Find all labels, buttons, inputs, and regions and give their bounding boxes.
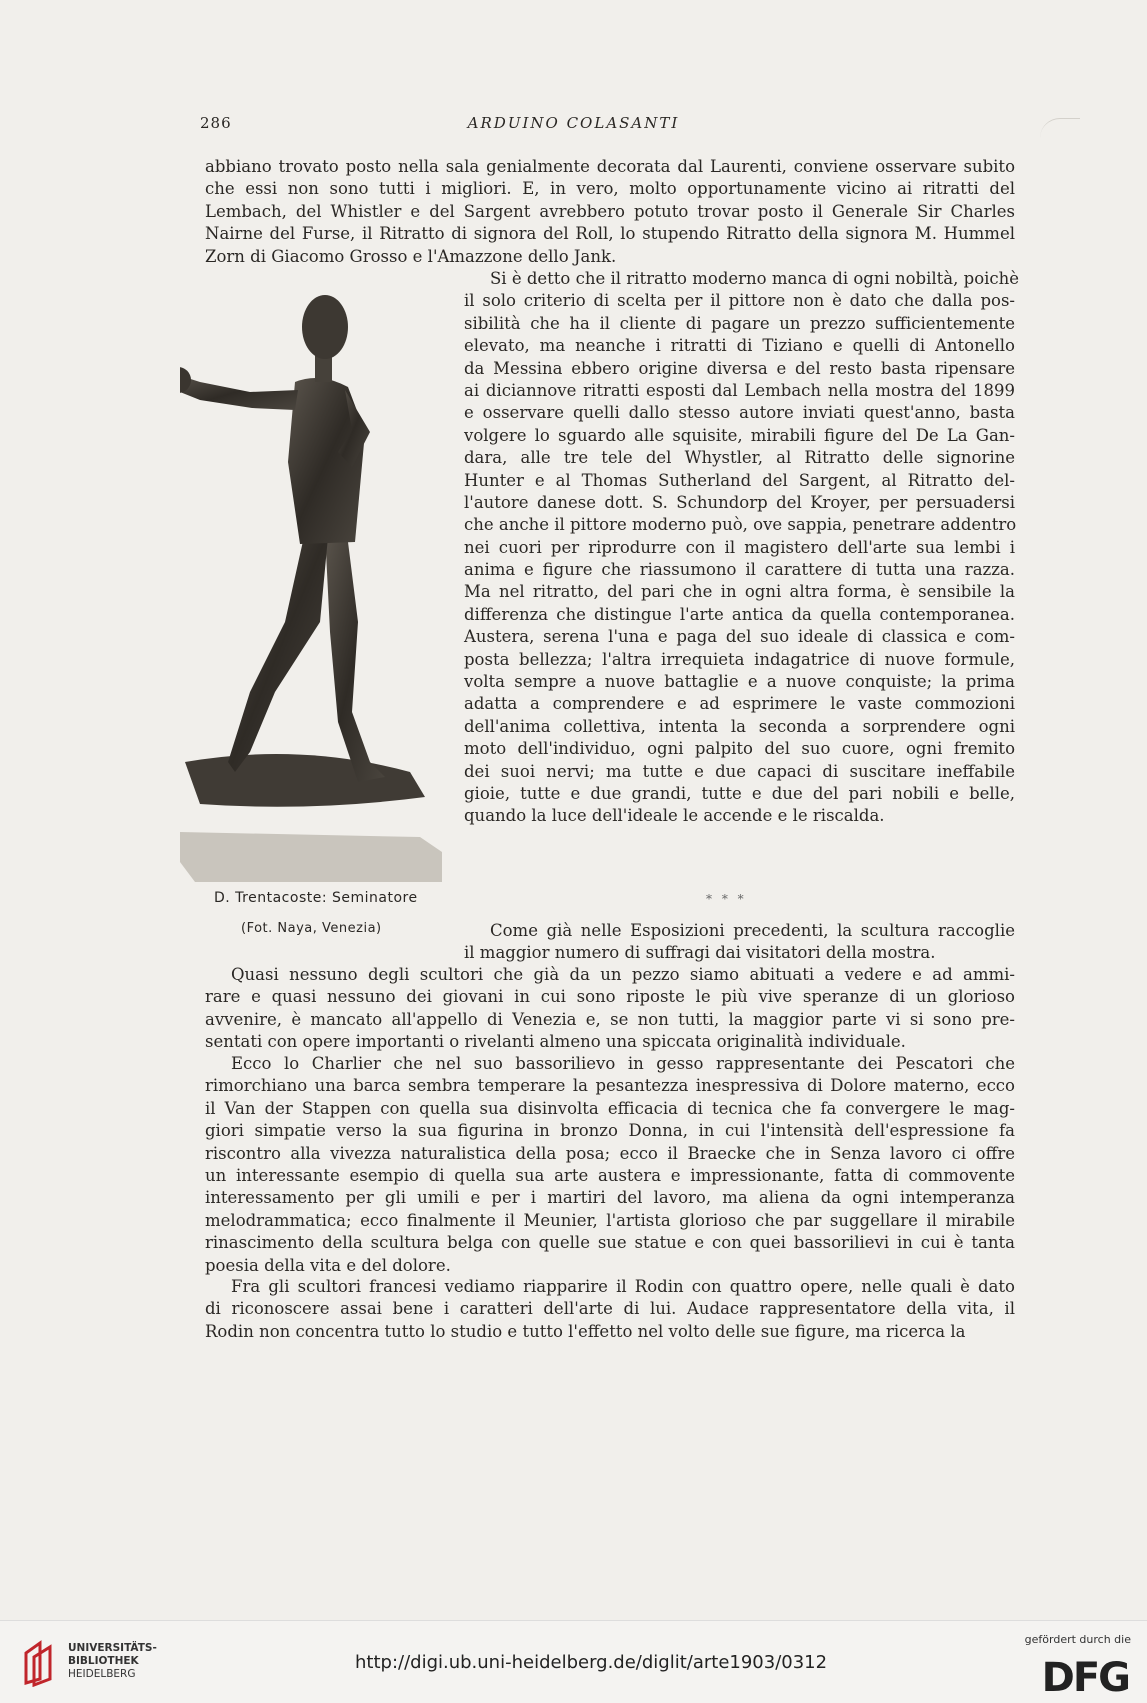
text-line: Lembach, del Whistler e del Sargent avrebbero potuto trovar posto il Generale Sir Charles <box>205 201 1015 221</box>
text-line: il maggior numero di suffragi dai visitatori della mostra. <box>464 943 936 963</box>
figure-caption-title: D. Trentacoste: Seminatore <box>214 890 418 906</box>
text-line: rinascimento della scultura belga con quelle sue statue e con quei bassorilievi in cui è tanta <box>205 1233 1015 1253</box>
running-title: ARDUINO COLASANTI <box>467 114 680 132</box>
paragraph-5 <box>205 1053 1015 1277</box>
text-line: adatta a comprendere e ad esprimere le vaste commozioni <box>464 694 1015 714</box>
text-line: dara, alle tre tele del Whystler, al Ritratto delle signorine <box>464 448 1015 468</box>
library-line-1: UNIVERSITÄTS- <box>68 1642 157 1654</box>
paragraph-4 <box>205 964 1015 1054</box>
paragraph-3 <box>464 920 1015 965</box>
funding-label: gefördert durch die <box>1024 1633 1131 1646</box>
text-line: Quasi nessuno degli scultori che già da un pezzo siamo abituati a vedere e ad ammi- <box>231 965 1015 984</box>
text-line: elevato, ma neanche i ritratti di Tiziano e quelli di Antonello <box>464 336 1015 356</box>
paragraph-2 <box>464 268 1020 828</box>
text-line: l'autore danese dott. S. Schundorp del Kroyer, per persuadersi <box>464 492 1015 512</box>
text-line: sentati con opere importanti o rivelanti almeno una spiccata originalità individuale. <box>205 1032 906 1052</box>
paragraph-1 <box>205 156 1015 268</box>
permalink-url[interactable]: http://digi.ub.uni-heidelberg.de/diglit/arte1903/0312 <box>355 1652 828 1673</box>
text-line: avvenire, è mancato all'appello di Venezia e, se non tutti, la maggior parte vi si sono pre- <box>205 1009 1015 1029</box>
text-line: Zorn di Giacomo Grosso e l'Amazzone dello Jank. <box>205 246 617 266</box>
text-line: rare e quasi nessuno dei giovani in cui sono riposte le più vive speranze di un glorioso <box>205 987 1015 1007</box>
text-line: Nairne del Furse, il Ritratto di signora del Roll, lo stupendo Ritratto della signora M. Hummel <box>205 224 1015 244</box>
text-line: Austera, serena l'una e paga del suo ideale di classica e com- <box>464 627 1015 647</box>
university-library-logo-icon <box>20 1639 62 1687</box>
text-line: anima e figure che riassumono il carattere di tutta una razza. <box>464 560 1015 580</box>
text-line: poesia della vita e del dolore. <box>205 1255 451 1275</box>
text-line: dei suoi nervi; ma tutte e due capaci di suscitare ineffabile <box>464 761 1015 781</box>
text-line: volta sempre a nuove battaglie e a nuove conquiste; la prima <box>464 672 1015 692</box>
text-line: volgere lo sguardo alle squisite, mirabili figure del De La Gan- <box>464 425 1015 445</box>
library-line-2: BIBLIOTHEK <box>68 1655 139 1667</box>
text-line: moto dell'individuo, ogni palpito del suo cuore, ogni fremito <box>464 739 1015 759</box>
text-line: di riconoscere assai bene i caratteri dell'arte di lui. Audace rappresentatore della vita, il <box>205 1299 1015 1319</box>
text-line: riscontro alla vivezza naturalistica della posa; ecco il Braecke che in Senza lavoro ci offre <box>205 1143 1015 1163</box>
text-line: Fra gli scultori francesi vediamo riapparire il Rodin con quattro opere, nelle quali è dato <box>231 1277 1015 1296</box>
viewer-footer <box>0 1620 1147 1703</box>
text-line: Ma nel ritratto, del pari che in ogni altra forma, è sensibile la <box>464 582 1015 602</box>
text-line: Ecco lo Charlier che nel suo bassorilievo in gesso rappresentante dei Pescatori che <box>231 1054 1015 1073</box>
text-line: il solo criterio di scelta per il pittore non è dato che dalla pos- <box>464 291 1015 311</box>
text-line: giori simpatie verso la sua figurina in bronzo Donna, in cui l'intensità dell'espressione fa <box>205 1121 1015 1141</box>
text-line: rimorchiano una barca sembra temperare la pesantezza inespressiva di Dolore materno, ecco <box>205 1076 1015 1096</box>
paragraph-6 <box>205 1276 1015 1343</box>
text-line: sibilità che ha il cliente di pagare un prezzo sufficientemente <box>464 313 1015 333</box>
text-line: che anche il pittore moderno può, ove sappia, penetrare addentro <box>464 515 1017 535</box>
library-line-3: HEIDELBERG <box>68 1668 136 1680</box>
text-line: quando la luce dell'ideale le accende e le riscalda. <box>464 806 885 826</box>
text-line: Come già nelle Esposizioni precedenti, la scultura raccoglie <box>490 921 1015 940</box>
text-line: differenza che distingue l'arte antica da quella contemporanea. <box>464 604 1015 624</box>
text-line: gioie, tutte e due grandi, tutte e due del pari nobili e belle, <box>464 783 1015 803</box>
text-line: nei cuori per riprodurre con il magistero dell'arte sua lembi i <box>464 537 1015 557</box>
text-line: e osservare quelli dallo stesso autore inviati quest'anno, basta <box>464 403 1015 423</box>
text-line: melodrammatica; ecco finalmente il Meunier, l'artista glorioso che par suggellare il mirabile <box>205 1210 1015 1230</box>
text-line: il Van der Stappen con quella sua disinvolta efficacia di tecnica che fa convergere le mag- <box>205 1098 1015 1118</box>
text-line: che essi non sono tutti i migliori. E, in vero, molto opportunamente vicino ai ritratti del <box>205 179 1015 199</box>
text-line: Hunter e al Thomas Sutherland del Sargent, al Ritratto del- <box>464 470 1015 490</box>
text-line: Rodin non concentra tutto lo studio e tutto l'effetto nel volto delle sue figure, ma ricerca la <box>205 1321 966 1341</box>
library-name <box>68 1642 157 1681</box>
text-line: da Messina ebbero origine diversa e del resto basta ripensare <box>464 358 1015 378</box>
text-line: abbiano trovato posto nella sala genialmente decorata dal Laurenti, conviene osservare subito <box>205 157 1015 176</box>
section-separator: * * * <box>706 892 747 906</box>
text-line: posta bellezza; l'altra irrequieta indagatrice di nuove formule, <box>464 649 1015 669</box>
text-line: ai diciannove ritratti esposti dal Lembach nella mostra del 1899 <box>464 380 1015 400</box>
text-line: dell'anima collettiva, intenta la seconda a sorprendere ogni <box>464 716 1015 736</box>
text-line: interessamento per gli umili e per i martiri del lavoro, ma aliena da ogni intemperanza <box>205 1188 1015 1208</box>
text-line: Si è detto che il ritratto moderno manca di ogni nobiltà, poichè <box>490 269 1020 288</box>
text-line: un interessante esempio di quella sua arte austera e impressionante, fatta di commovente <box>205 1165 1015 1185</box>
page-number: 286 <box>200 114 232 132</box>
dfg-logo: DFG <box>1041 1655 1129 1701</box>
statue-photograph <box>180 292 442 882</box>
figure-caption-credit: (Fot. Naya, Venezia) <box>241 921 382 936</box>
